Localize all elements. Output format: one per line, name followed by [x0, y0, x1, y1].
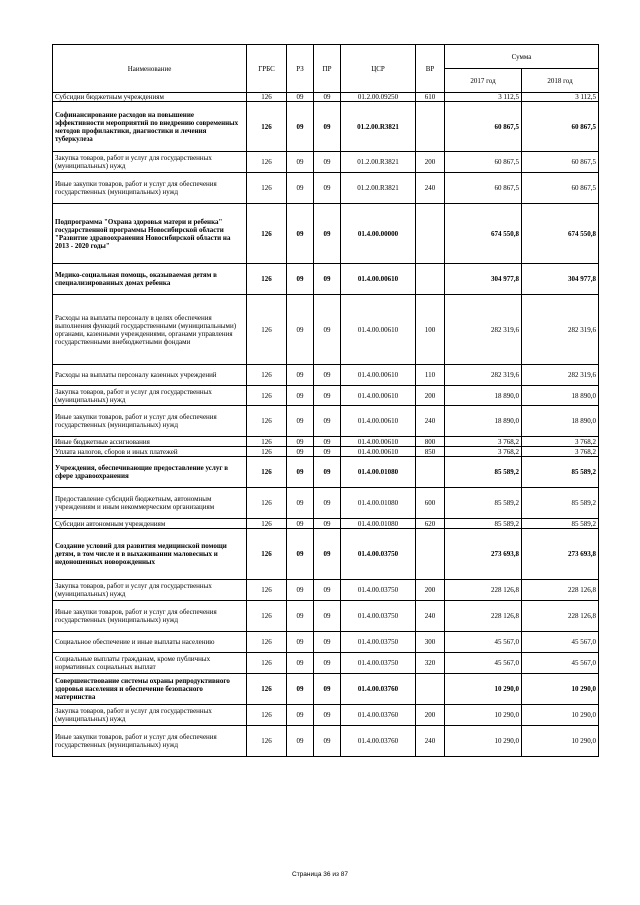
header-grbs: ГРБС [247, 45, 287, 93]
cell-csr: 01.4.00.00610 [341, 447, 416, 457]
header-pr: ПР [314, 45, 341, 93]
cell-csr: 01.4.00.01080 [341, 457, 416, 488]
cell-sum-2018: 60 867,5 [522, 173, 599, 204]
cell-vr: 110 [416, 365, 445, 386]
cell-grbs: 126 [247, 93, 287, 102]
cell-csr: 01.4.00.00000 [341, 204, 416, 264]
cell-pr: 09 [314, 93, 341, 102]
table-row [53, 295, 599, 365]
cell-grbs: 126 [247, 726, 287, 757]
table-row [53, 386, 599, 406]
table-row [53, 93, 599, 102]
cell-vr: 200 [416, 386, 445, 406]
cell-grbs: 126 [247, 632, 287, 653]
cell-sum-2018: 10 290,0 [522, 705, 599, 726]
cell-name: Подпрограмма "Охрана здоровья матери и ребенка" государственной программы Новосибирской области "Развитие здравоохранения Новосибирской области на 2013 - 2020 годы" [53, 204, 247, 264]
cell-csr: 01.2.00.09250 [341, 93, 416, 102]
cell-pr: 09 [314, 447, 341, 457]
cell-grbs: 126 [247, 102, 287, 152]
table-row [53, 580, 599, 601]
cell-grbs: 126 [247, 674, 287, 705]
cell-pr: 09 [314, 488, 341, 519]
cell-csr: 01.4.00.00610 [341, 264, 416, 295]
cell-pr: 09 [314, 519, 341, 529]
cell-csr: 01.4.00.03760 [341, 705, 416, 726]
cell-vr: 200 [416, 152, 445, 173]
cell-csr: 01.4.00.03750 [341, 632, 416, 653]
header-name: Наименование [53, 45, 247, 93]
cell-grbs: 126 [247, 447, 287, 457]
cell-sum-2017: 228 126,8 [445, 580, 522, 601]
cell-name: Закупка товаров, работ и услуг для государственных (муниципальных) нужд [53, 152, 247, 173]
cell-sum-2017: 60 867,5 [445, 173, 522, 204]
cell-grbs: 126 [247, 264, 287, 295]
cell-pr: 09 [314, 264, 341, 295]
cell-name: Расходы на выплаты персоналу в целях обеспечения выполнения функций государственными (муниципальными) органами, казенными учреждениями, органами управления государственными внебюджетными фондами [53, 295, 247, 365]
table-row [53, 705, 599, 726]
cell-rz: 09 [287, 295, 314, 365]
cell-sum-2017: 304 977,8 [445, 264, 522, 295]
cell-rz: 09 [287, 365, 314, 386]
cell-rz: 09 [287, 653, 314, 674]
cell-csr: 01.4.00.01080 [341, 488, 416, 519]
cell-sum-2017: 3 768,2 [445, 437, 522, 447]
cell-vr: 620 [416, 519, 445, 529]
header-rz: РЗ [287, 45, 314, 93]
cell-sum-2017: 3 112,5 [445, 93, 522, 102]
cell-grbs: 126 [247, 173, 287, 204]
cell-grbs: 126 [247, 365, 287, 386]
cell-rz: 09 [287, 93, 314, 102]
cell-csr: 01.4.00.03750 [341, 580, 416, 601]
cell-sum-2018: 3 768,2 [522, 437, 599, 447]
cell-csr: 01.4.00.00610 [341, 295, 416, 365]
cell-rz: 09 [287, 488, 314, 519]
header-year-2017: 2017 год [445, 69, 522, 93]
cell-rz: 09 [287, 102, 314, 152]
cell-rz: 09 [287, 447, 314, 457]
cell-name: Уплата налогов, сборов и иных платежей [53, 447, 247, 457]
cell-sum-2017: 228 126,8 [445, 601, 522, 632]
cell-grbs: 126 [247, 457, 287, 488]
cell-pr: 09 [314, 173, 341, 204]
cell-sum-2018: 45 567,0 [522, 653, 599, 674]
table-row [53, 519, 599, 529]
cell-pr: 09 [314, 653, 341, 674]
cell-sum-2018: 282 319,6 [522, 365, 599, 386]
cell-grbs: 126 [247, 406, 287, 437]
cell-vr [416, 204, 445, 264]
table-row [53, 726, 599, 757]
budget-table [52, 44, 599, 757]
cell-name: Субсидии бюджетным учреждениям [53, 93, 247, 102]
cell-sum-2017: 85 589,2 [445, 488, 522, 519]
cell-pr: 09 [314, 365, 341, 386]
table-row [53, 674, 599, 705]
cell-csr: 01.4.00.00610 [341, 406, 416, 437]
cell-sum-2018: 85 589,2 [522, 519, 599, 529]
cell-rz: 09 [287, 674, 314, 705]
cell-rz: 09 [287, 457, 314, 488]
table-row [53, 152, 599, 173]
cell-name: Медико-социальная помощь, оказываемая детям в специализированных домах ребенка [53, 264, 247, 295]
cell-csr: 01.4.00.03750 [341, 653, 416, 674]
cell-vr [416, 674, 445, 705]
cell-name: Иные закупки товаров, работ и услуг для обеспечения государственных (муниципальных) нужд [53, 726, 247, 757]
cell-sum-2018: 282 319,6 [522, 295, 599, 365]
header-vr: ВР [416, 45, 445, 93]
cell-sum-2018: 674 550,8 [522, 204, 599, 264]
cell-vr [416, 529, 445, 580]
cell-rz: 09 [287, 264, 314, 295]
cell-sum-2017: 282 319,6 [445, 365, 522, 386]
cell-name: Иные закупки товаров, работ и услуг для обеспечения государственных (муниципальных) нужд [53, 406, 247, 437]
cell-sum-2017: 18 890,0 [445, 406, 522, 437]
cell-pr: 09 [314, 705, 341, 726]
cell-sum-2017: 85 589,2 [445, 519, 522, 529]
cell-rz: 09 [287, 632, 314, 653]
cell-sum-2017: 273 693,8 [445, 529, 522, 580]
cell-rz: 09 [287, 204, 314, 264]
cell-sum-2017: 60 867,5 [445, 102, 522, 152]
cell-pr: 09 [314, 437, 341, 447]
table-row [53, 173, 599, 204]
cell-rz: 09 [287, 529, 314, 580]
header-year-2018: 2018 год [522, 69, 599, 93]
cell-name: Иные закупки товаров, работ и услуг для обеспечения государственных (муниципальных) нужд [53, 173, 247, 204]
cell-sum-2017: 85 589,2 [445, 457, 522, 488]
cell-csr: 01.4.00.03760 [341, 674, 416, 705]
cell-grbs: 126 [247, 204, 287, 264]
cell-pr: 09 [314, 580, 341, 601]
cell-sum-2018: 10 290,0 [522, 674, 599, 705]
cell-name: Предоставление субсидий бюджетным, автономным учреждениям и иным некоммерческим организациям [53, 488, 247, 519]
cell-csr: 01.2.00.R3821 [341, 102, 416, 152]
cell-rz: 09 [287, 705, 314, 726]
cell-name: Закупка товаров, работ и услуг для государственных (муниципальных) нужд [53, 580, 247, 601]
cell-vr: 800 [416, 437, 445, 447]
cell-vr [416, 102, 445, 152]
cell-grbs: 126 [247, 705, 287, 726]
cell-pr: 09 [314, 674, 341, 705]
cell-csr: 01.4.00.00610 [341, 365, 416, 386]
table-row [53, 264, 599, 295]
cell-vr: 100 [416, 295, 445, 365]
cell-sum-2018: 18 890,0 [522, 406, 599, 437]
cell-csr: 01.4.00.00610 [341, 386, 416, 406]
cell-name: Иные бюджетные ассигнования [53, 437, 247, 447]
cell-grbs: 126 [247, 601, 287, 632]
cell-sum-2017: 10 290,0 [445, 674, 522, 705]
cell-vr: 240 [416, 726, 445, 757]
cell-pr: 09 [314, 457, 341, 488]
cell-pr: 09 [314, 406, 341, 437]
cell-sum-2017: 45 567,0 [445, 653, 522, 674]
cell-name: Расходы на выплаты персоналу казенных учреждений [53, 365, 247, 386]
cell-sum-2018: 18 890,0 [522, 386, 599, 406]
cell-sum-2017: 10 290,0 [445, 726, 522, 757]
cell-grbs: 126 [247, 295, 287, 365]
cell-name: Социальные выплаты гражданам, кроме публичных нормативных социальных выплат [53, 653, 247, 674]
cell-csr: 01.4.00.03750 [341, 601, 416, 632]
cell-pr: 09 [314, 726, 341, 757]
cell-grbs: 126 [247, 488, 287, 519]
table-body [53, 93, 599, 757]
cell-pr: 09 [314, 204, 341, 264]
cell-pr: 09 [314, 386, 341, 406]
cell-vr: 240 [416, 601, 445, 632]
cell-csr: 01.4.00.00610 [341, 437, 416, 447]
cell-sum-2018: 228 126,8 [522, 580, 599, 601]
cell-sum-2018: 60 867,5 [522, 102, 599, 152]
cell-sum-2018: 10 290,0 [522, 726, 599, 757]
cell-vr: 300 [416, 632, 445, 653]
cell-csr: 01.2.00.R3821 [341, 152, 416, 173]
cell-name: Закупка товаров, работ и услуг для государственных (муниципальных) нужд [53, 386, 247, 406]
cell-sum-2018: 273 693,8 [522, 529, 599, 580]
page-number: Страница 36 из 87 [292, 871, 348, 878]
cell-rz: 09 [287, 406, 314, 437]
cell-name: Субсидии автономным учреждениям [53, 519, 247, 529]
table-row [53, 102, 599, 152]
cell-vr: 240 [416, 406, 445, 437]
cell-sum-2018: 60 867,5 [522, 152, 599, 173]
cell-grbs: 126 [247, 152, 287, 173]
cell-rz: 09 [287, 173, 314, 204]
header-csr: ЦСР [341, 45, 416, 93]
cell-rz: 09 [287, 519, 314, 529]
table-row [53, 601, 599, 632]
cell-pr: 09 [314, 632, 341, 653]
cell-rz: 09 [287, 152, 314, 173]
cell-sum-2017: 60 867,5 [445, 152, 522, 173]
cell-vr: 200 [416, 705, 445, 726]
table-row [53, 632, 599, 653]
cell-csr: 01.2.00.R3821 [341, 173, 416, 204]
cell-name: Совершенствование системы охраны репродуктивного здоровья населения и обеспечение безопасного материнства [53, 674, 247, 705]
cell-sum-2018: 304 977,8 [522, 264, 599, 295]
cell-vr: 850 [416, 447, 445, 457]
cell-name: Учреждения, обеспечивающие предоставление услуг в сфере здравоохранения [53, 457, 247, 488]
cell-pr: 09 [314, 295, 341, 365]
cell-grbs: 126 [247, 386, 287, 406]
cell-sum-2017: 282 319,6 [445, 295, 522, 365]
cell-grbs: 126 [247, 437, 287, 447]
cell-vr: 200 [416, 580, 445, 601]
table-row [53, 653, 599, 674]
table-row [53, 488, 599, 519]
cell-csr: 01.4.00.01080 [341, 519, 416, 529]
cell-vr: 240 [416, 173, 445, 204]
cell-sum-2017: 45 567,0 [445, 632, 522, 653]
cell-sum-2017: 674 550,8 [445, 204, 522, 264]
cell-sum-2018: 85 589,2 [522, 488, 599, 519]
cell-sum-2018: 3 112,5 [522, 93, 599, 102]
cell-rz: 09 [287, 726, 314, 757]
cell-name: Создание условий для развития медицинской помощи детям, в том числе и в выхаживании маловесных и недоношенных новорожденных [53, 529, 247, 580]
cell-vr: 600 [416, 488, 445, 519]
cell-sum-2018: 45 567,0 [522, 632, 599, 653]
cell-pr: 09 [314, 102, 341, 152]
cell-csr: 01.4.00.03760 [341, 726, 416, 757]
cell-vr [416, 264, 445, 295]
cell-pr: 09 [314, 152, 341, 173]
cell-rz: 09 [287, 580, 314, 601]
cell-sum-2018: 85 589,2 [522, 457, 599, 488]
cell-name: Закупка товаров, работ и услуг для государственных (муниципальных) нужд [53, 705, 247, 726]
cell-sum-2018: 3 768,2 [522, 447, 599, 457]
cell-name: Социальное обеспечение и иные выплаты населению [53, 632, 247, 653]
cell-pr: 09 [314, 529, 341, 580]
cell-grbs: 126 [247, 519, 287, 529]
cell-grbs: 126 [247, 653, 287, 674]
table-row [53, 406, 599, 437]
cell-csr: 01.4.00.03750 [341, 529, 416, 580]
cell-sum-2017: 10 290,0 [445, 705, 522, 726]
cell-sum-2018: 228 126,8 [522, 601, 599, 632]
cell-grbs: 126 [247, 580, 287, 601]
cell-sum-2017: 3 768,2 [445, 447, 522, 457]
cell-rz: 09 [287, 437, 314, 447]
table-row [53, 447, 599, 457]
table-row [53, 457, 599, 488]
table-row [53, 365, 599, 386]
cell-name: Софинансирование расходов на повышение эффективности мероприятий по внедрению современных методов профилактики, диагностики и лечения туберкулеза [53, 102, 247, 152]
header-sum: Сумма [445, 45, 599, 69]
table-row [53, 204, 599, 264]
cell-rz: 09 [287, 601, 314, 632]
cell-vr [416, 457, 445, 488]
cell-vr: 610 [416, 93, 445, 102]
cell-vr: 320 [416, 653, 445, 674]
table-row [53, 437, 599, 447]
cell-sum-2017: 18 890,0 [445, 386, 522, 406]
table-row [53, 529, 599, 580]
cell-rz: 09 [287, 386, 314, 406]
cell-grbs: 126 [247, 529, 287, 580]
cell-name: Иные закупки товаров, работ и услуг для обеспечения государственных (муниципальных) нужд [53, 601, 247, 632]
cell-pr: 09 [314, 601, 341, 632]
